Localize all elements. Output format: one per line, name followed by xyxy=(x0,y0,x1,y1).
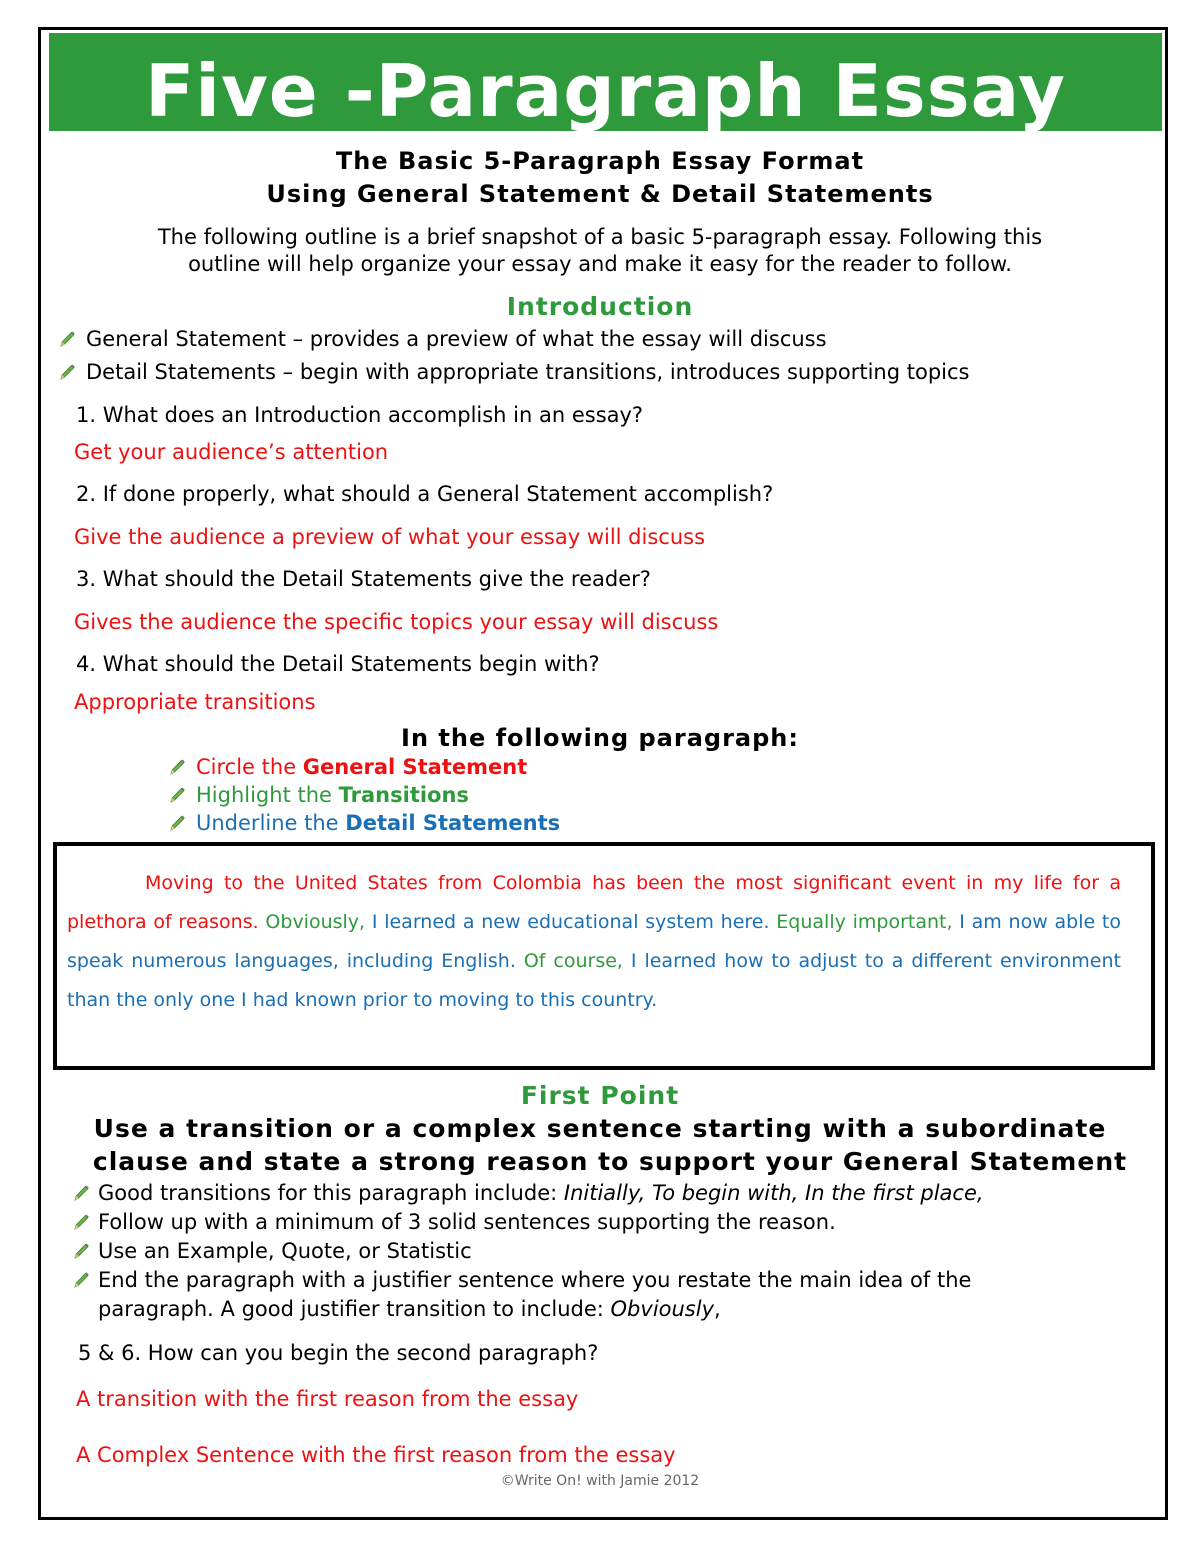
intro-text-line-2: outline will help organize your essay and make it easy for the reader to follow. xyxy=(188,252,1012,276)
pencil-icon xyxy=(72,1271,90,1289)
question-3: 3. What should the Detail Statements give the reader? xyxy=(76,567,651,591)
answer-3: Gives the audience the specific topics your essay will discuss xyxy=(74,610,719,634)
subtitle-line-1: The Basic 5-Paragraph Essay Format xyxy=(335,147,865,175)
pencil-icon xyxy=(72,1213,90,1231)
list-item: Detail Statements – begin with appropriate transitions, introduces supporting topics xyxy=(58,356,969,389)
pencil-icon xyxy=(168,814,186,832)
page-title: Five -Paragraph Essay xyxy=(145,49,1066,133)
list-item: Underline the Detail Statements xyxy=(168,809,560,837)
list-item: Circle the General Statement xyxy=(168,753,560,781)
answer-4: Appropriate transitions xyxy=(74,690,316,714)
list-item: Good transitions for this paragraph include: Initially, To begin with, In the first place, xyxy=(72,1179,984,1208)
answer-5-6-a: A transition with the first reason from the essay xyxy=(76,1387,579,1411)
answer-5-6-b: A Complex Sentence with the first reason from the essay xyxy=(76,1443,676,1467)
list-item: Highlight the Transitions xyxy=(168,781,560,809)
following-list xyxy=(168,753,560,837)
first-point-heading: First Point xyxy=(520,1081,680,1110)
general-statement: Moving to the United States from Colombia has been the most significant event in my life for a plethora of reasons. xyxy=(67,872,1121,933)
list-item: Use an Example, Quote, or Statistic xyxy=(72,1237,984,1266)
following-heading: In the following paragraph: xyxy=(401,724,799,752)
pencil-icon xyxy=(168,786,186,804)
pencil-icon xyxy=(58,330,76,348)
intro-text-line-1: The following outline is a brief snapshot of a basic 5-paragraph essay. Following this xyxy=(157,225,1043,249)
question-1: 1. What does an Introduction accomplish in an essay? xyxy=(76,403,644,427)
transition: Of course, xyxy=(523,950,623,972)
transition: Equally important, xyxy=(776,911,953,933)
introduction-heading: Introduction xyxy=(506,292,694,321)
sample-paragraph xyxy=(67,864,1121,1020)
copyright-footer: ©Write On! with Jamie 2012 xyxy=(500,1473,700,1489)
answer-2: Give the audience a preview of what your essay will discuss xyxy=(74,525,706,549)
list-item-continuation: paragraph. A good justifier transition to include: Obviously, xyxy=(98,1297,721,1321)
pencil-icon xyxy=(72,1242,90,1260)
question-5-6: 5 & 6. How can you begin the second paragraph? xyxy=(78,1341,599,1365)
question-4: 4. What should the Detail Statements begin with? xyxy=(76,652,600,676)
first-point-subheading-1: Use a transition or a complex sentence starting with a subordinate xyxy=(93,1114,1107,1143)
pencil-icon xyxy=(168,758,186,776)
transition: Obviously, xyxy=(265,911,366,933)
list-item: General Statement – provides a preview of what the essay will discuss xyxy=(58,323,969,356)
pencil-icon xyxy=(72,1184,90,1202)
first-point-subheading-2: clause and state a strong reason to support your General Statement xyxy=(92,1147,1128,1176)
detail-statement: I am now able to speak numerous languages, including English. xyxy=(67,911,1122,972)
subtitle-line-2: Using General Statement & Detail Statements xyxy=(266,180,934,208)
introduction-bullets xyxy=(58,323,969,389)
pencil-icon xyxy=(58,363,76,381)
title-banner xyxy=(49,33,1162,131)
first-point-bullets xyxy=(72,1179,984,1324)
detail-statement: I learned a new educational system here. xyxy=(371,911,770,933)
list-item: End the paragraph with a justifier sentence where you restate the main idea of the xyxy=(72,1266,984,1295)
sample-paragraph-box xyxy=(53,842,1155,1070)
detail-statement: I learned how to adjust to a different environment than the only one I had known prior to moving to this country. xyxy=(67,950,1121,1011)
answer-1: Get your audience’s attention xyxy=(74,440,389,464)
question-2: 2. If done properly, what should a General Statement accomplish? xyxy=(76,482,774,506)
list-item: Follow up with a minimum of 3 solid sentences supporting the reason. xyxy=(72,1208,984,1237)
